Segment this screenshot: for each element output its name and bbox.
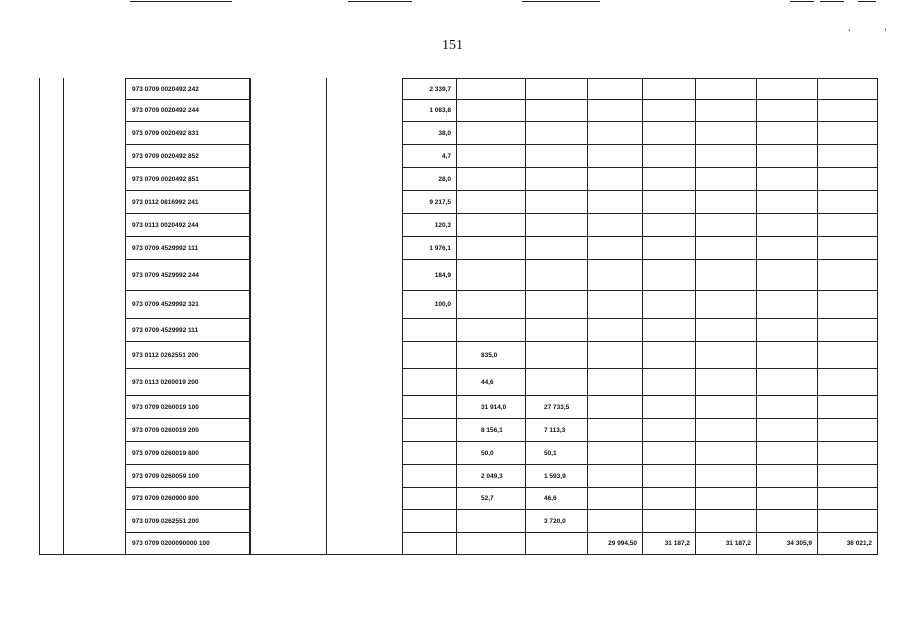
top-rule: [348, 1, 412, 2]
amount-cell: [525, 78, 588, 100]
budget-code-cell: 973 0709 0260900 800: [125, 487, 250, 510]
amount-cell: 4,7: [402, 144, 457, 168]
amount-cell: [525, 290, 588, 319]
amount-cell: 31 187,2: [642, 532, 696, 555]
amount-cell: [695, 144, 757, 168]
column-line: [326, 78, 327, 554]
amount-cell: [756, 368, 818, 396]
amount-cell: [817, 213, 878, 237]
amount-cell: [817, 341, 878, 369]
amount-cell: 9 217,5: [402, 190, 457, 214]
amount-cell: [642, 464, 696, 488]
amount-cell: [587, 509, 643, 533]
amount-cell: [525, 99, 588, 122]
amount-cell: [695, 190, 757, 214]
amount-cell: [642, 318, 696, 342]
amount-cell: [695, 487, 757, 510]
amount-cell: 120,3: [402, 213, 457, 237]
amount-cell: 44,6: [456, 368, 526, 396]
amount-cell: [456, 259, 526, 291]
amount-cell: [642, 99, 696, 122]
column-line: [39, 78, 40, 554]
budget-code-cell: 973 0113 0020492 244: [125, 213, 250, 237]
amount-cell: [587, 259, 643, 291]
amount-cell: [817, 236, 878, 260]
budget-code-cell: 973 0709 0260019 100: [125, 395, 250, 419]
top-rule: [130, 1, 232, 2]
amount-cell: [642, 368, 696, 396]
amount-cell: [756, 190, 818, 214]
amount-cell: [456, 213, 526, 237]
amount-cell: [587, 78, 643, 100]
amount-cell: [525, 167, 588, 191]
amount-cell: [456, 99, 526, 122]
amount-cell: [817, 290, 878, 319]
amount-cell: [587, 368, 643, 396]
amount-cell: [525, 213, 588, 237]
amount-cell: [756, 318, 818, 342]
amount-cell: [525, 190, 588, 214]
amount-cell: [402, 441, 457, 465]
amount-cell: [587, 418, 643, 442]
amount-cell: [695, 368, 757, 396]
amount-cell: [695, 318, 757, 342]
amount-cell: [402, 341, 457, 369]
amount-cell: [642, 78, 696, 100]
amount-cell: [456, 290, 526, 319]
budget-code-cell: 973 0113 0260019 200: [125, 368, 250, 396]
amount-cell: [525, 259, 588, 291]
amount-cell: 52,7: [456, 487, 526, 510]
amount-cell: 50,0: [456, 441, 526, 465]
amount-cell: [756, 144, 818, 168]
amount-cell: [587, 341, 643, 369]
budget-code-cell: 973 0709 0260019 800: [125, 441, 250, 465]
amount-cell: [695, 418, 757, 442]
budget-code-cell: 973 0709 4529992 111: [125, 236, 250, 260]
amount-cell: [756, 509, 818, 533]
amount-cell: [642, 290, 696, 319]
amount-cell: [817, 487, 878, 510]
amount-cell: [587, 236, 643, 260]
amount-cell: [817, 259, 878, 291]
amount-cell: [456, 532, 526, 555]
amount-cell: 46,6: [525, 487, 588, 510]
top-rule: [522, 1, 600, 2]
amount-cell: [817, 395, 878, 419]
amount-cell: [525, 532, 588, 555]
amount-cell: 31 914,0: [456, 395, 526, 419]
top-rule: [820, 1, 844, 2]
amount-cell: [756, 395, 818, 419]
amount-cell: [587, 395, 643, 419]
amount-cell: 2 049,3: [456, 464, 526, 488]
amount-cell: 8 156,1: [456, 418, 526, 442]
amount-cell: [587, 441, 643, 465]
amount-cell: [756, 213, 818, 237]
amount-cell: 7 113,3: [525, 418, 588, 442]
amount-cell: [642, 418, 696, 442]
amount-cell: [587, 121, 643, 145]
amount-cell: 36 021,2: [817, 532, 878, 555]
amount-cell: [587, 318, 643, 342]
amount-cell: [587, 290, 643, 319]
amount-cell: [695, 259, 757, 291]
budget-code-cell: 973 0709 0020492 831: [125, 121, 250, 145]
budget-code-cell: 973 0709 0020492 851: [125, 167, 250, 191]
amount-cell: 835,0: [456, 341, 526, 369]
amount-cell: [642, 190, 696, 214]
budget-code-cell: 973 0709 4529992 321: [125, 290, 250, 319]
amount-cell: [525, 318, 588, 342]
amount-cell: [456, 144, 526, 168]
amount-cell: [456, 78, 526, 100]
amount-cell: [817, 121, 878, 145]
budget-code-cell: 973 0709 0020492 242: [125, 78, 250, 100]
amount-cell: [456, 318, 526, 342]
amount-cell: [817, 368, 878, 396]
budget-code-cell: 973 0709 4529992 244: [125, 259, 250, 291]
amount-cell: [695, 509, 757, 533]
amount-cell: 31 187,2: [695, 532, 757, 555]
amount-cell: [756, 99, 818, 122]
amount-cell: [587, 464, 643, 488]
amount-cell: [587, 144, 643, 168]
budget-code-cell: 973 0709 0020492 852: [125, 144, 250, 168]
amount-cell: [402, 318, 457, 342]
budget-code-cell: 973 0709 0260019 200: [125, 418, 250, 442]
amount-cell: [756, 441, 818, 465]
amount-cell: [642, 167, 696, 191]
amount-cell: 29 994,50: [587, 532, 643, 555]
amount-cell: [695, 99, 757, 122]
amount-cell: [642, 213, 696, 237]
top-rule: [858, 1, 876, 2]
budget-code-cell: 973 0709 0260059 100: [125, 464, 250, 488]
amount-cell: [817, 464, 878, 488]
amount-cell: [642, 144, 696, 168]
amount-cell: [456, 509, 526, 533]
amount-cell: [817, 190, 878, 214]
amount-cell: [402, 532, 457, 555]
amount-cell: [817, 418, 878, 442]
amount-cell: [695, 121, 757, 145]
amount-cell: [817, 318, 878, 342]
column-line: [63, 78, 64, 554]
amount-cell: [817, 509, 878, 533]
amount-cell: [756, 418, 818, 442]
amount-cell: [756, 236, 818, 260]
budget-code-cell: 973 0112 0816992 241: [125, 190, 250, 214]
amount-cell: [817, 78, 878, 100]
amount-cell: [756, 464, 818, 488]
amount-cell: [756, 78, 818, 100]
amount-cell: [456, 190, 526, 214]
amount-cell: [695, 441, 757, 465]
amount-cell: [695, 78, 757, 100]
amount-cell: [402, 395, 457, 419]
top-rule: [790, 1, 814, 2]
amount-cell: 100,0: [402, 290, 457, 319]
page-number: 151: [442, 38, 463, 53]
amount-cell: [642, 441, 696, 465]
amount-cell: [642, 395, 696, 419]
amount-cell: 3 720,0: [525, 509, 588, 533]
amount-cell: [402, 487, 457, 510]
amount-cell: [817, 144, 878, 168]
amount-cell: [525, 368, 588, 396]
amount-cell: [587, 190, 643, 214]
amount-cell: [817, 441, 878, 465]
amount-cell: [695, 395, 757, 419]
amount-cell: [642, 121, 696, 145]
amount-cell: [402, 418, 457, 442]
amount-cell: [402, 464, 457, 488]
amount-cell: 1 593,9: [525, 464, 588, 488]
scan-mark: ’: [884, 27, 887, 37]
budget-code-cell: 973 0709 4529992 111: [125, 318, 250, 342]
amount-cell: [456, 121, 526, 145]
amount-cell: 27 733,5: [525, 395, 588, 419]
budget-code-cell: 973 0709 0200090000 100: [125, 532, 250, 555]
amount-cell: [642, 236, 696, 260]
amount-cell: [525, 236, 588, 260]
amount-cell: [525, 341, 588, 369]
amount-cell: [695, 341, 757, 369]
amount-cell: 38,0: [402, 121, 457, 145]
amount-cell: 2 339,7: [402, 78, 457, 100]
amount-cell: 184,9: [402, 259, 457, 291]
scan-mark: ‘: [848, 27, 851, 37]
amount-cell: [756, 167, 818, 191]
amount-cell: [695, 236, 757, 260]
amount-cell: [817, 167, 878, 191]
amount-cell: [756, 487, 818, 510]
amount-cell: 50,1: [525, 441, 588, 465]
amount-cell: 34 305,9: [756, 532, 818, 555]
amount-cell: 1 083,8: [402, 99, 457, 122]
amount-cell: [587, 487, 643, 510]
amount-cell: [695, 290, 757, 319]
budget-code-cell: 973 0709 0262551 200: [125, 509, 250, 533]
amount-cell: [587, 213, 643, 237]
amount-cell: [456, 167, 526, 191]
column-line: [250, 78, 251, 554]
amount-cell: [695, 464, 757, 488]
amount-cell: [756, 121, 818, 145]
budget-code-cell: 973 0112 0262551 200: [125, 341, 250, 369]
amount-cell: [525, 121, 588, 145]
amount-cell: [756, 259, 818, 291]
amount-cell: 1 976,1: [402, 236, 457, 260]
amount-cell: [695, 213, 757, 237]
amount-cell: [756, 341, 818, 369]
amount-cell: [402, 509, 457, 533]
amount-cell: [817, 99, 878, 122]
amount-cell: [642, 509, 696, 533]
amount-cell: [402, 368, 457, 396]
amount-cell: [456, 236, 526, 260]
amount-cell: [525, 144, 588, 168]
amount-cell: [756, 290, 818, 319]
budget-code-cell: 973 0709 0020492 244: [125, 99, 250, 122]
amount-cell: [695, 167, 757, 191]
amount-cell: [642, 487, 696, 510]
amount-cell: [587, 167, 643, 191]
amount-cell: [642, 341, 696, 369]
amount-cell: 28,0: [402, 167, 457, 191]
amount-cell: [587, 99, 643, 122]
amount-cell: [642, 259, 696, 291]
